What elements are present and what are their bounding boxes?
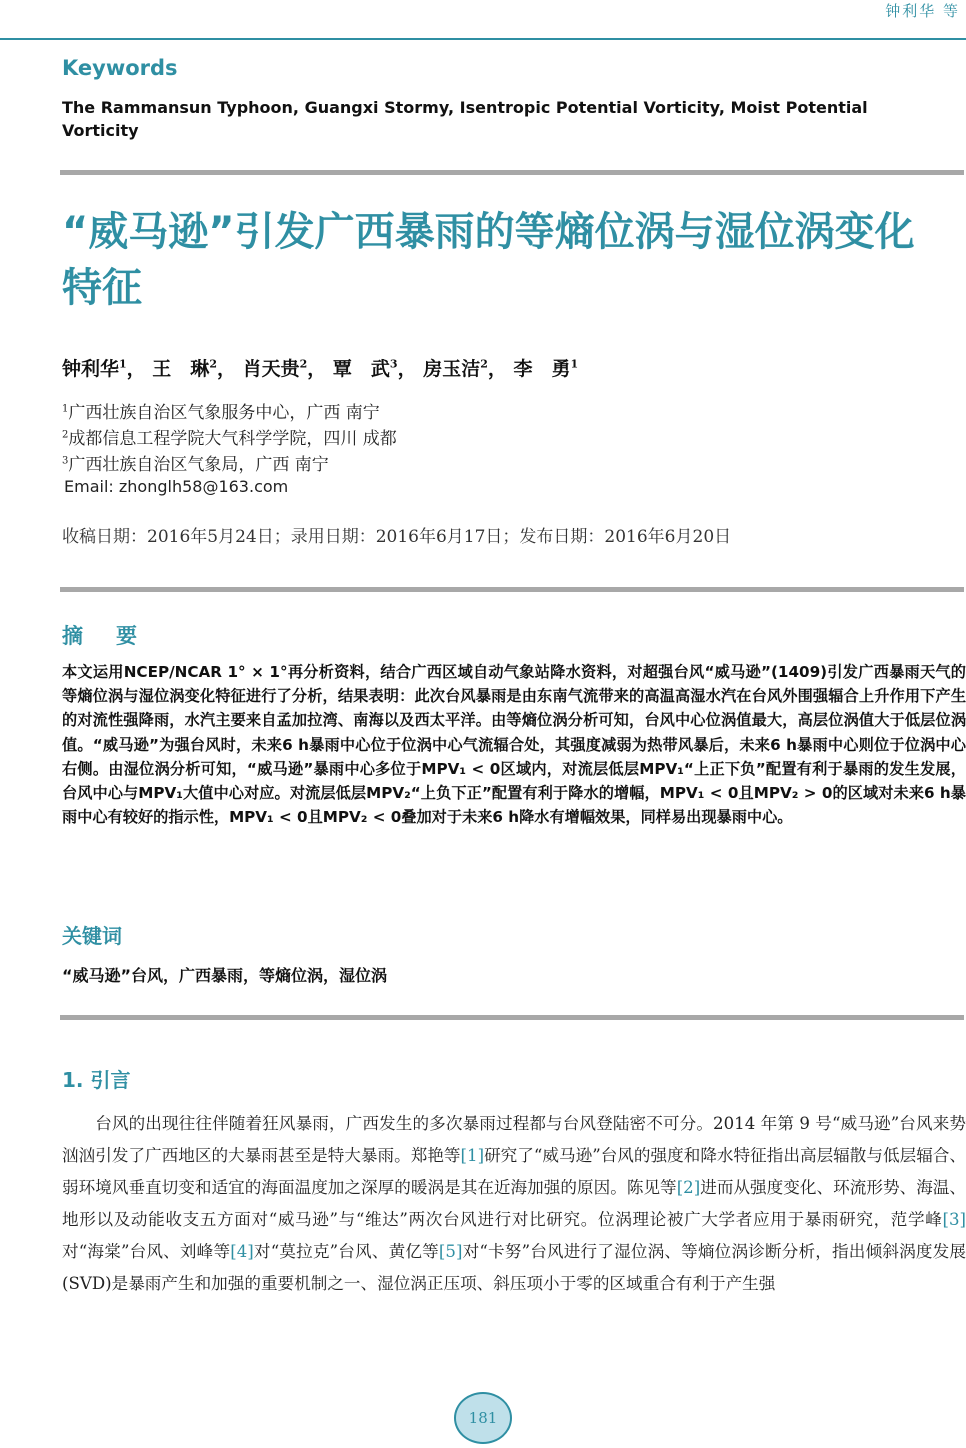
author-name: 房玉洁 [423, 358, 481, 380]
affiliation [62, 398, 380, 423]
top-rule [0, 38, 966, 40]
contact-email: Email: zhonglh58@163.com [64, 477, 289, 496]
affiliation-text: 成都信息工程学院大气科学学院，四川 成都 [68, 429, 397, 449]
author-affiliation-mark: 2 [480, 357, 488, 371]
affiliation [62, 424, 397, 449]
body-text-segment: 对“海棠”台风、刘峰等 [62, 1242, 231, 1261]
affiliation [62, 450, 329, 475]
publication-dates: 收稿日期：2016年5月24日；录用日期：2016年6月17日；发布日期：2016年6月20日 [62, 527, 732, 547]
page-number: 181 [468, 1409, 498, 1427]
citation-link[interactable]: [2] [676, 1178, 701, 1197]
author-name: 李 勇 [513, 358, 571, 380]
section-divider [60, 170, 964, 175]
abstract-text: 本文运用NCEP/NCAR 1° × 1°再分析资料，结合广西区域自动气象站降水资料，对超强台风“威马逊”(1409)引发广西暴雨天气的等熵位涡与湿位涡变化特征进行了分析，结果表明：此次台风暴雨是由东南气流带来的高温高湿水汽在台风外围强辐合上升作用下产生的对流性强降雨，水汽主要来自孟加拉湾、南海以及西太平洋。由等熵位涡分析可知，台风中心位涡值最大，高层位涡值大于低层位涡值。“威马逊”为强台风时，未来6 h暴雨中心位于位涡中心气流辐合处，其强度减弱为热带风暴后，未来6 h暴雨中心则位于位涡中心右侧。由湿位涡分析可知，“威马逊”暴雨中心多位于MPV₁ < 0区域内，对流层低层MPV₁“上正下负”配置有利于暴雨的发生发展，台风中心与MPV₁大值中心对应。对流层低层MPV₂“上负下正”配置有利于降水的增幅，MPV₁ < 0且MPV₂ > 0的区域对未来6 h暴雨中心有较好的指示性，MPV₁ < 0且MPV₂ < 0叠加对于未来6 h降水有增幅效果，同样易出现暴雨中心。 [62, 663, 966, 827]
citation-link[interactable]: [4] [230, 1242, 254, 1261]
section-divider [60, 1015, 964, 1020]
body-text-segment: 进而从强度变化、环流形势、海温、地形以及动能收支五方面对“威马逊”与“维达”两次台风进行对比研究。位涡理论被广大学者应用于暴雨研究，范学峰 [62, 1178, 966, 1229]
keywords-text: “威马逊”台风，广西暴雨，等熵位涡，湿位涡 [62, 966, 388, 985]
author-affiliation-mark: 2 [209, 357, 217, 371]
author-affiliation-mark: 3 [389, 357, 398, 371]
author-name: 肖天贵 [242, 358, 300, 380]
section-heading: 1. 引言 [62, 1068, 131, 1092]
abstract-heading: 摘 要 [62, 624, 143, 648]
affiliation-number: 3 [62, 455, 69, 467]
author-name: 钟利华 [62, 358, 120, 380]
body-text-segment: 研究了“威马逊”台风的强度和降水特征指出高层辐散与低层辐合、弱环境风垂直切变和适宜的海面温度加之深厚的暖涡是其在近海加强的原因。陈见等 [62, 1146, 966, 1197]
citation-link[interactable]: [3] [942, 1210, 966, 1229]
author-affiliation-mark: 1 [119, 357, 127, 371]
keywords-heading: 关键词 [62, 924, 122, 948]
affiliation-number: 1 [62, 403, 69, 415]
citation-link[interactable]: [1] [460, 1146, 485, 1165]
author-name: 王 琳 [152, 358, 210, 380]
affiliation-text: 广西壮族自治区气象局，广西 南宁 [68, 455, 329, 475]
author-affiliation-mark: 2 [299, 357, 308, 371]
page-number-badge [454, 1392, 512, 1444]
body-text-segment: 对“莫拉克”台风、黄亿等 [253, 1242, 439, 1261]
body-text-segment: 台风的出现往往伴随着狂风暴雨，广西发生的多次暴雨过程都与台风登陆密不可分。2014 年第 9 号“威马逊”台风来势汹汹引发了广西地区的大暴雨甚至是特大暴雨。郑艳等 [62, 1114, 966, 1165]
author-list: 钟利华$^1$， 王 琳$^2$， 肖天贵$^2$， 覃 武$^3$， 房玉洁$^2$， 李 勇$^1$ [62, 357, 579, 380]
body-text-segment: 对“卡努”台风进行了湿位涡、等熵位涡诊断分析，指出倾斜涡度发展(SVD)是暴雨产生和加强的重要机制之一、湿位涡正压项、斜压项小于零的区域重合有利于产生强 [62, 1242, 966, 1293]
running-head: 钟利华 等 [885, 2, 960, 20]
author-name: 覃 武 [332, 358, 390, 380]
english-keywords-text: The Rammansun Typhoon, Guangxi Stormy, Isentropic Potential Vorticity, Moist Potential Vorticity [62, 98, 868, 140]
paper-title: “威马逊”引发广西暴雨的等熵位涡与湿位涡变化特征 [62, 209, 915, 311]
body-paragraph [62, 1108, 966, 1300]
section-divider [60, 587, 964, 592]
author-affiliation-mark: 1 [570, 357, 579, 371]
affiliation-number: 2 [62, 429, 69, 441]
citation-link[interactable]: [5] [438, 1242, 463, 1261]
english-keywords-heading: Keywords [62, 56, 178, 80]
affiliation-text: 广西壮族自治区气象服务中心，广西 南宁 [68, 403, 380, 423]
